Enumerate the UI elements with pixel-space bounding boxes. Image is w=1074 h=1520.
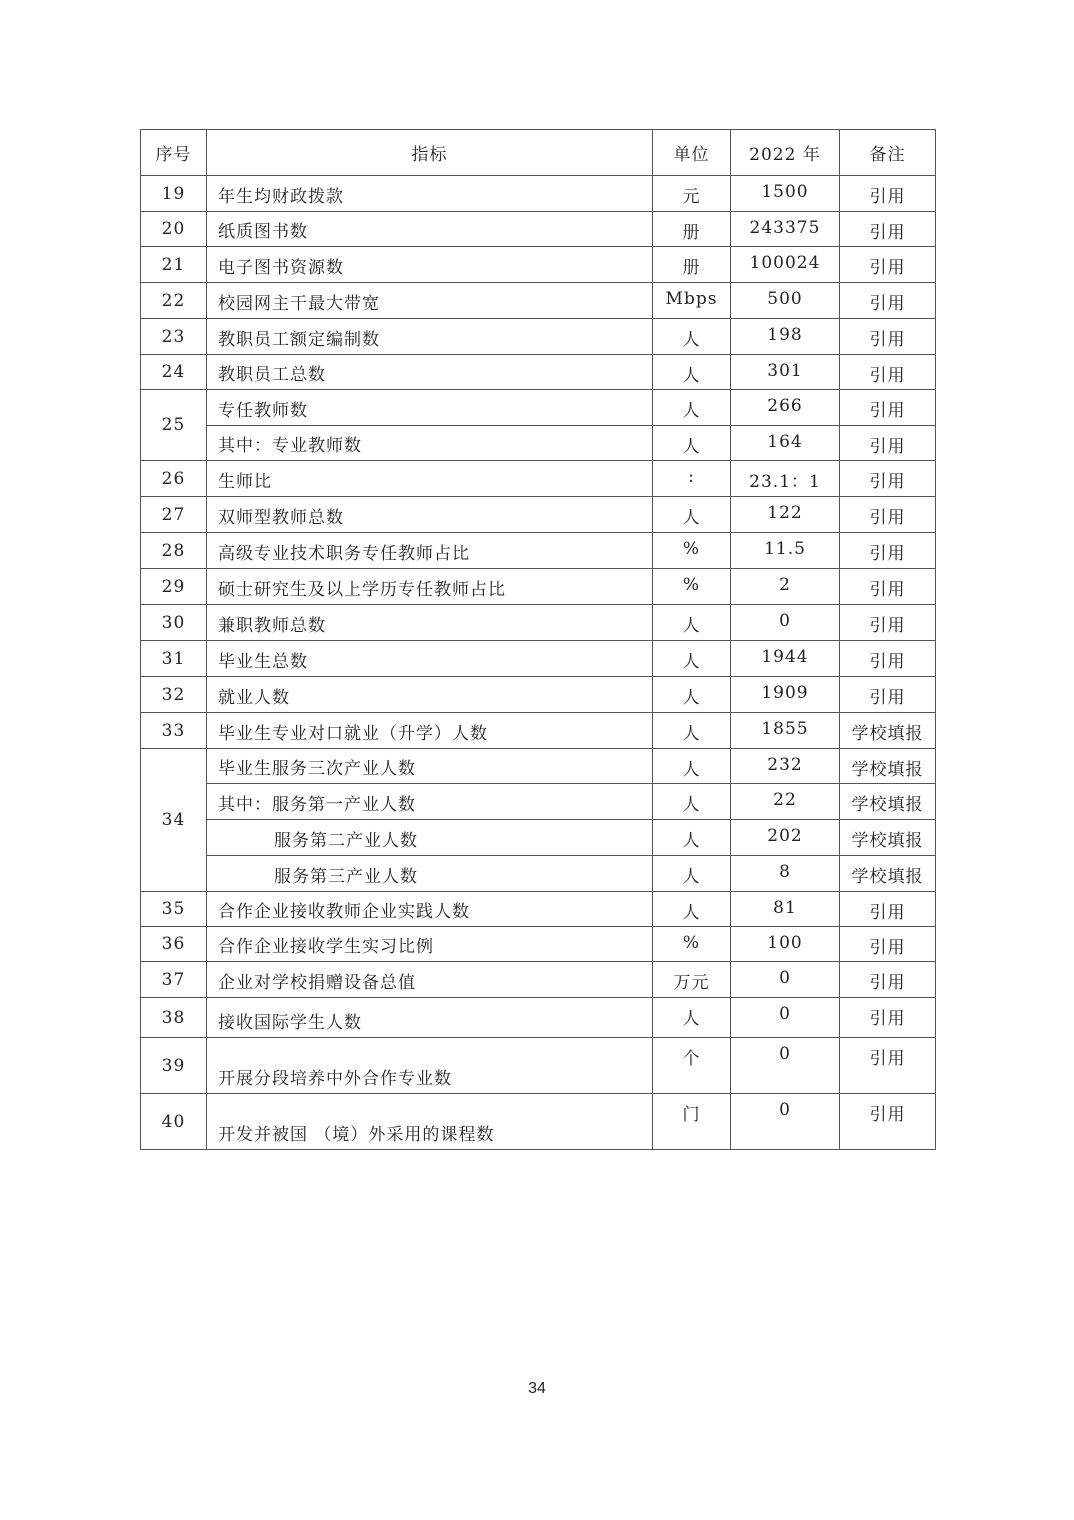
indicator-name: 合作企业接收教师企业实践人数 (207, 892, 653, 927)
table-row (141, 784, 936, 820)
unit: 人 (653, 713, 731, 749)
note: 引用 (840, 927, 936, 962)
unit: 人 (653, 749, 731, 784)
indicator-name: 毕业生总数 (207, 641, 653, 677)
row-number: 23 (141, 319, 207, 355)
table-row (141, 247, 936, 283)
value-2022: 81 (731, 892, 840, 927)
value-2022: 122 (731, 497, 840, 533)
table-row (141, 605, 936, 641)
unit: 人 (653, 892, 731, 927)
note: 学校填报 (840, 820, 936, 856)
unit: 册 (653, 212, 731, 247)
note: 引用 (840, 283, 936, 319)
note: 引用 (840, 390, 936, 426)
value-2022: 243375 (731, 212, 840, 247)
unit: 人 (653, 856, 731, 892)
table-row (141, 426, 936, 461)
header-unit: 单位 (653, 130, 731, 176)
value-2022: 0 (731, 605, 840, 641)
header-indicator: 指标 (207, 130, 653, 176)
value-2022: 301 (731, 355, 840, 390)
unit: 元 (653, 176, 731, 212)
unit: 人 (653, 319, 731, 355)
unit: 万元 (653, 962, 731, 998)
note: 引用 (840, 998, 936, 1038)
row-number: 24 (141, 355, 207, 390)
value-2022: 1500 (731, 176, 840, 212)
unit: 人 (653, 820, 731, 856)
row-number: 38 (141, 998, 207, 1038)
value-2022: 100 (731, 927, 840, 962)
note: 引用 (840, 426, 936, 461)
table-row (141, 319, 936, 355)
note: 引用 (840, 892, 936, 927)
value-2022: 11.5 (731, 533, 840, 569)
row-number: 21 (141, 247, 207, 283)
indicator-name: 硕士研究生及以上学历专任教师占比 (207, 569, 653, 605)
header-note: 备注 (840, 130, 936, 176)
value-2022: 1855 (731, 713, 840, 749)
note: 引用 (840, 212, 936, 247)
indicator-name: 就业人数 (207, 677, 653, 713)
note: 引用 (840, 533, 936, 569)
indicator-name: 专任教师数 (207, 390, 653, 426)
table-row (141, 749, 936, 784)
indicator-name: 毕业生服务三次产业人数 (207, 749, 653, 784)
indicator-table (140, 129, 936, 1150)
indicator-name: 年生均财政拨款 (207, 176, 653, 212)
row-number: 28 (141, 533, 207, 569)
indicator-name: 开发并被国 （境）外采用的课程数 (207, 1094, 653, 1150)
note: 引用 (840, 677, 936, 713)
table-row (141, 641, 936, 677)
indicator-name: 双师型教师总数 (207, 497, 653, 533)
table-row (141, 176, 936, 212)
indicator-name: 高级专业技术职务专任教师占比 (207, 533, 653, 569)
indicator-name: 接收国际学生人数 (207, 998, 653, 1038)
unit: 人 (653, 998, 731, 1038)
table-row (141, 1038, 936, 1094)
unit: 册 (653, 247, 731, 283)
unit: 人 (653, 605, 731, 641)
value-2022: 0 (731, 998, 840, 1038)
row-number: 25 (141, 390, 207, 461)
indicator-name: 服务第二产业人数 (207, 820, 653, 856)
note: 引用 (840, 497, 936, 533)
table-row (141, 390, 936, 426)
value-2022: 202 (731, 820, 840, 856)
value-2022: 0 (731, 1094, 840, 1150)
table-row (141, 677, 936, 713)
table-row (141, 355, 936, 390)
row-number: 32 (141, 677, 207, 713)
table-row (141, 856, 936, 892)
value-2022: 1944 (731, 641, 840, 677)
row-number: 26 (141, 461, 207, 497)
indicator-name: 校园网主干最大带宽 (207, 283, 653, 319)
table-row (141, 533, 936, 569)
table-row (141, 212, 936, 247)
unit: 人 (653, 641, 731, 677)
table-row (141, 713, 936, 749)
indicator-name: 电子图书资源数 (207, 247, 653, 283)
note: 引用 (840, 176, 936, 212)
note: 引用 (840, 569, 936, 605)
header-no: 序号 (141, 130, 207, 176)
unit: 门 (653, 1094, 731, 1150)
unit: 人 (653, 390, 731, 426)
table-row (141, 820, 936, 856)
value-2022: 500 (731, 283, 840, 319)
row-number: 33 (141, 713, 207, 749)
row-number: 35 (141, 892, 207, 927)
note: 学校填报 (840, 713, 936, 749)
note: 学校填报 (840, 784, 936, 820)
table-row (141, 461, 936, 497)
unit: 人 (653, 677, 731, 713)
indicator-name: 教职员工总数 (207, 355, 653, 390)
value-2022: 8 (731, 856, 840, 892)
indicator-name: 其中：服务第一产业人数 (207, 784, 653, 820)
indicator-name: 企业对学校捐赠设备总值 (207, 962, 653, 998)
note: 引用 (840, 1038, 936, 1094)
value-2022: 198 (731, 319, 840, 355)
note: 引用 (840, 247, 936, 283)
table-row (141, 569, 936, 605)
indicator-name: 毕业生专业对口就业（升学）人数 (207, 713, 653, 749)
unit: 人 (653, 426, 731, 461)
indicator-name: 服务第三产业人数 (207, 856, 653, 892)
table-row (141, 1094, 936, 1150)
indicator-name: 兼职教师总数 (207, 605, 653, 641)
row-number: 37 (141, 962, 207, 998)
unit: 个 (653, 1038, 731, 1094)
table-row (141, 962, 936, 998)
note: 学校填报 (840, 856, 936, 892)
table-row (141, 497, 936, 533)
indicator-name: 教职员工额定编制数 (207, 319, 653, 355)
indicator-name: 开展分段培养中外合作专业数 (207, 1038, 653, 1094)
note: 引用 (840, 461, 936, 497)
unit: Mbps (653, 283, 731, 319)
row-number: 22 (141, 283, 207, 319)
value-2022: 22 (731, 784, 840, 820)
indicator-name: 其中：专业教师数 (207, 426, 653, 461)
table-row (141, 927, 936, 962)
indicator-name: 纸质图书数 (207, 212, 653, 247)
row-number: 39 (141, 1038, 207, 1094)
unit: 人 (653, 784, 731, 820)
note: 引用 (840, 605, 936, 641)
note: 学校填报 (840, 749, 936, 784)
table-row (141, 998, 936, 1038)
value-2022: 0 (731, 1038, 840, 1094)
row-number: 31 (141, 641, 207, 677)
row-number: 19 (141, 176, 207, 212)
unit: % (653, 569, 731, 605)
unit: 人 (653, 355, 731, 390)
row-number: 36 (141, 927, 207, 962)
indicator-name: 合作企业接收学生实习比例 (207, 927, 653, 962)
note: 引用 (840, 319, 936, 355)
value-2022: 100024 (731, 247, 840, 283)
row-number: 29 (141, 569, 207, 605)
page-number: 34 (528, 1380, 546, 1397)
unit: 人 (653, 497, 731, 533)
note: 引用 (840, 355, 936, 390)
value-2022: 232 (731, 749, 840, 784)
value-2022: 266 (731, 390, 840, 426)
note: 引用 (840, 641, 936, 677)
row-number: 34 (141, 749, 207, 892)
table-header-row (141, 130, 936, 176)
row-number: 30 (141, 605, 207, 641)
row-number: 40 (141, 1094, 207, 1150)
unit: % (653, 533, 731, 569)
table-row (141, 892, 936, 927)
unit: : (653, 461, 731, 497)
table-row (141, 283, 936, 319)
row-number: 20 (141, 212, 207, 247)
value-2022: 2 (731, 569, 840, 605)
value-2022: 1909 (731, 677, 840, 713)
unit: % (653, 927, 731, 962)
value-2022: 23.1：1 (731, 461, 840, 497)
row-number: 27 (141, 497, 207, 533)
note: 引用 (840, 962, 936, 998)
value-2022: 0 (731, 962, 840, 998)
value-2022: 164 (731, 426, 840, 461)
note: 引用 (840, 1094, 936, 1150)
indicator-name: 生师比 (207, 461, 653, 497)
header-year: 2022 年 (731, 130, 840, 176)
